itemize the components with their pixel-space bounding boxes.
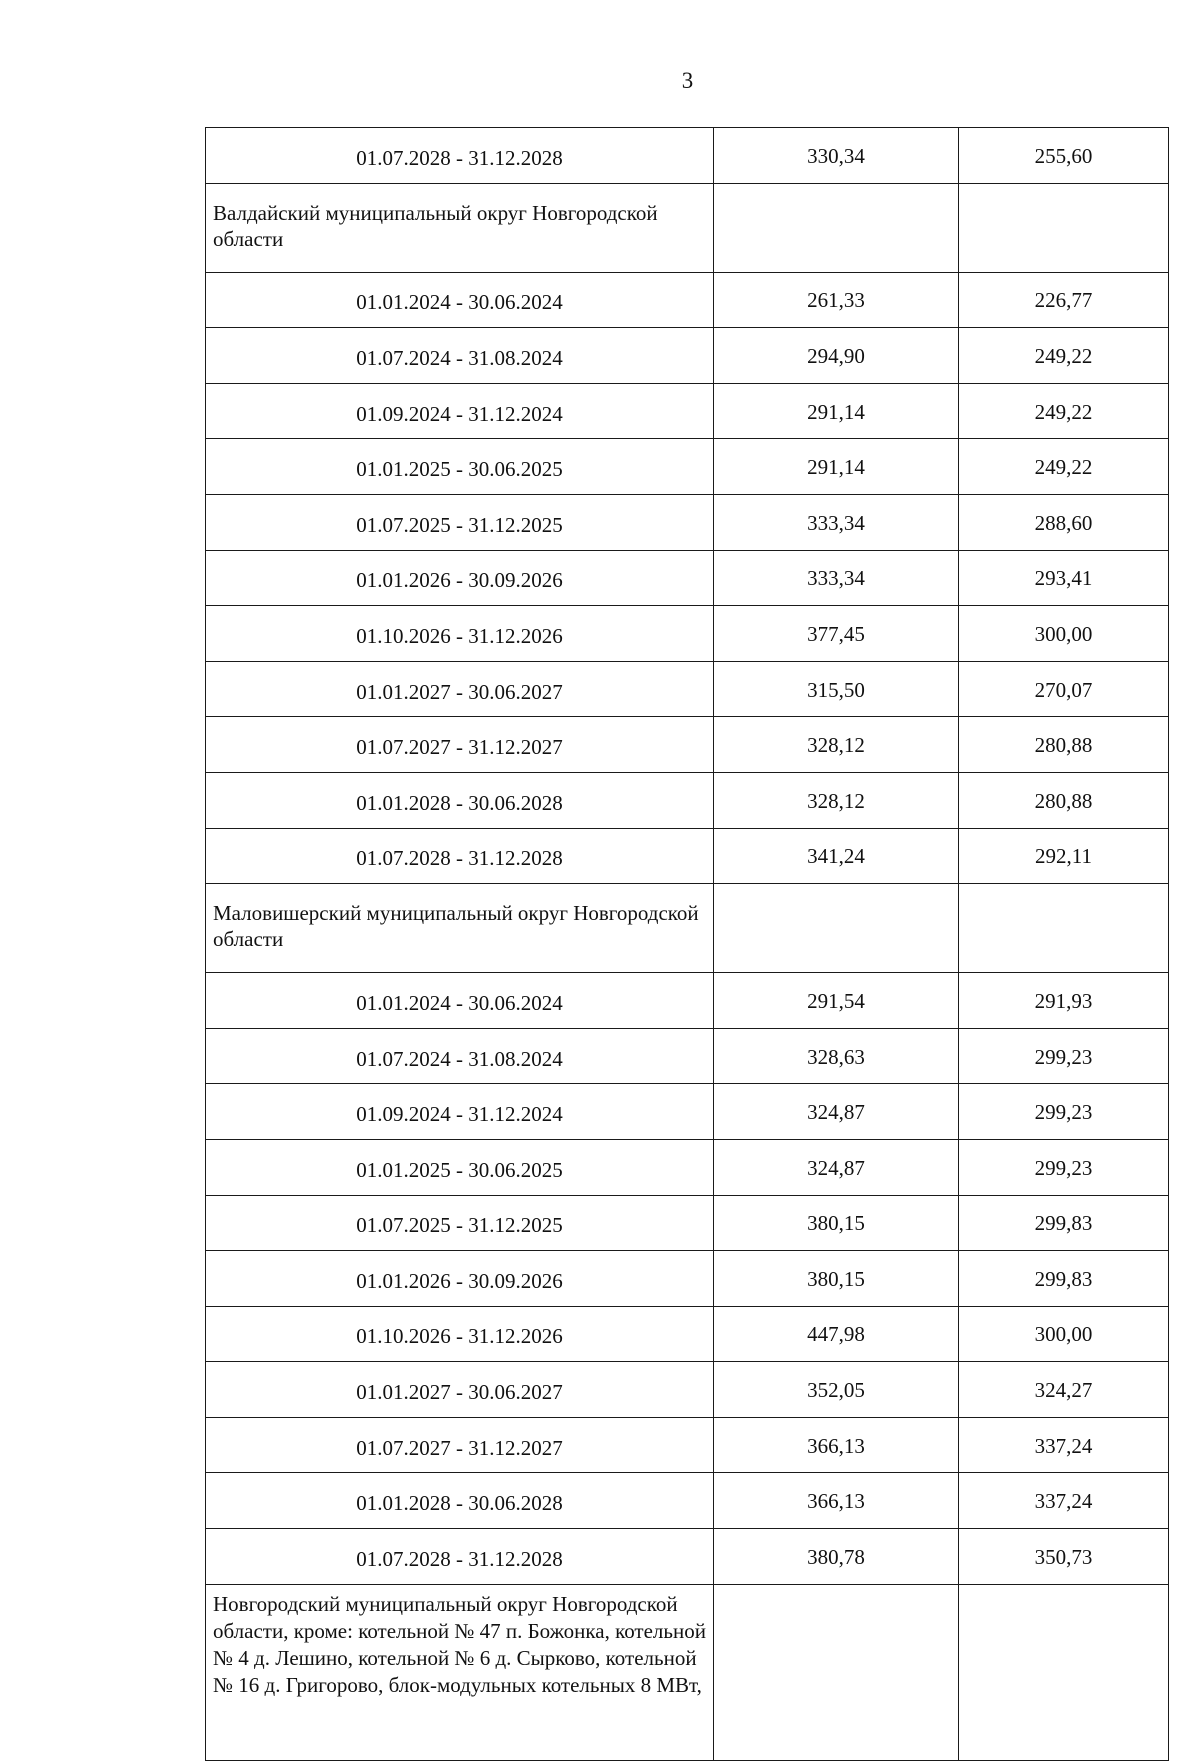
district-heading-row bbox=[206, 1584, 1169, 1760]
table-row bbox=[206, 828, 1169, 884]
tariff-value-cell: 324,87 bbox=[714, 1139, 959, 1195]
tariff-value-cell: 293,41 bbox=[959, 550, 1169, 606]
period-cell: 01.09.2024 - 31.12.2024 bbox=[206, 1084, 714, 1140]
table-row bbox=[206, 1139, 1169, 1195]
period-cell: 01.10.2026 - 31.12.2026 bbox=[206, 1306, 714, 1362]
tariff-value-cell: 350,73 bbox=[959, 1529, 1169, 1585]
tariff-value-cell: 280,88 bbox=[959, 772, 1169, 828]
district-name-cell: Маловишерский муниципальный округ Новгородской области bbox=[206, 884, 714, 973]
table-row bbox=[206, 1473, 1169, 1529]
tariff-value-cell: 300,00 bbox=[959, 1306, 1169, 1362]
tariff-value-cell: 270,07 bbox=[959, 661, 1169, 717]
tariff-value-cell: 291,93 bbox=[959, 973, 1169, 1029]
period-cell: 01.07.2025 - 31.12.2025 bbox=[206, 494, 714, 550]
tariff-value-cell: 249,22 bbox=[959, 439, 1169, 495]
period-cell: 01.01.2025 - 30.06.2025 bbox=[206, 1139, 714, 1195]
tariff-value-cell: 337,24 bbox=[959, 1473, 1169, 1529]
table-row bbox=[206, 717, 1169, 773]
table-row bbox=[206, 661, 1169, 717]
table-row bbox=[206, 1306, 1169, 1362]
empty-cell bbox=[959, 183, 1169, 272]
period-cell: 01.07.2028 - 31.12.2028 bbox=[206, 128, 714, 184]
tariff-value-cell: 291,54 bbox=[714, 973, 959, 1029]
table-row bbox=[206, 494, 1169, 550]
tariff-value-cell: 366,13 bbox=[714, 1473, 959, 1529]
empty-cell bbox=[714, 183, 959, 272]
tariff-value-cell: 261,33 bbox=[714, 272, 959, 328]
table-row bbox=[206, 973, 1169, 1029]
tariff-value-cell: 291,14 bbox=[714, 383, 959, 439]
tariff-value-cell: 324,27 bbox=[959, 1362, 1169, 1418]
period-cell: 01.07.2027 - 31.12.2027 bbox=[206, 1417, 714, 1473]
table-row bbox=[206, 1084, 1169, 1140]
tariff-value-cell: 288,60 bbox=[959, 494, 1169, 550]
table-row bbox=[206, 1028, 1169, 1084]
table-row bbox=[206, 1529, 1169, 1585]
table-row bbox=[206, 1195, 1169, 1251]
tariff-value-cell: 328,12 bbox=[714, 717, 959, 773]
tariff-value-cell: 300,00 bbox=[959, 606, 1169, 662]
tariff-value-cell: 366,13 bbox=[714, 1417, 959, 1473]
tariff-value-cell: 294,90 bbox=[714, 328, 959, 384]
tariff-value-cell: 380,15 bbox=[714, 1195, 959, 1251]
table-row bbox=[206, 1362, 1169, 1418]
district-heading-row bbox=[206, 183, 1169, 272]
empty-cell bbox=[714, 1584, 959, 1760]
tariff-value-cell: 352,05 bbox=[714, 1362, 959, 1418]
table-row bbox=[206, 550, 1169, 606]
table-row bbox=[206, 383, 1169, 439]
tariff-value-cell: 328,12 bbox=[714, 772, 959, 828]
period-cell: 01.01.2026 - 30.09.2026 bbox=[206, 1251, 714, 1307]
table-row bbox=[206, 272, 1169, 328]
table-row bbox=[206, 439, 1169, 495]
period-cell: 01.07.2024 - 31.08.2024 bbox=[206, 1028, 714, 1084]
period-cell: 01.10.2026 - 31.12.2026 bbox=[206, 606, 714, 662]
table-row bbox=[206, 128, 1169, 184]
period-cell: 01.07.2024 - 31.08.2024 bbox=[206, 328, 714, 384]
district-name-cell: Валдайский муниципальный округ Новгородской области bbox=[206, 183, 714, 272]
tariff-value-cell: 299,83 bbox=[959, 1251, 1169, 1307]
tariff-table bbox=[205, 127, 1169, 1761]
period-cell: 01.01.2024 - 30.06.2024 bbox=[206, 973, 714, 1029]
period-cell: 01.01.2028 - 30.06.2028 bbox=[206, 772, 714, 828]
tariff-value-cell: 328,63 bbox=[714, 1028, 959, 1084]
tariff-value-cell: 377,45 bbox=[714, 606, 959, 662]
tariff-value-cell: 337,24 bbox=[959, 1417, 1169, 1473]
tariff-value-cell: 341,24 bbox=[714, 828, 959, 884]
table-row bbox=[206, 1251, 1169, 1307]
tariff-value-cell: 299,23 bbox=[959, 1028, 1169, 1084]
tariff-value-cell: 315,50 bbox=[714, 661, 959, 717]
empty-cell bbox=[714, 884, 959, 973]
period-cell: 01.01.2024 - 30.06.2024 bbox=[206, 272, 714, 328]
tariff-value-cell: 330,34 bbox=[714, 128, 959, 184]
tariff-value-cell: 291,14 bbox=[714, 439, 959, 495]
period-cell: 01.01.2027 - 30.06.2027 bbox=[206, 1362, 714, 1418]
district-heading-row bbox=[206, 884, 1169, 973]
tariff-value-cell: 249,22 bbox=[959, 383, 1169, 439]
tariff-value-cell: 333,34 bbox=[714, 494, 959, 550]
tariff-value-cell: 292,11 bbox=[959, 828, 1169, 884]
period-cell: 01.01.2025 - 30.06.2025 bbox=[206, 439, 714, 495]
empty-cell bbox=[959, 1584, 1169, 1760]
tariff-value-cell: 226,77 bbox=[959, 272, 1169, 328]
tariff-value-cell: 447,98 bbox=[714, 1306, 959, 1362]
tariff-value-cell: 255,60 bbox=[959, 128, 1169, 184]
table-row bbox=[206, 328, 1169, 384]
tariff-value-cell: 333,34 bbox=[714, 550, 959, 606]
tariff-value-cell: 280,88 bbox=[959, 717, 1169, 773]
tariff-value-cell: 249,22 bbox=[959, 328, 1169, 384]
period-cell: 01.07.2025 - 31.12.2025 bbox=[206, 1195, 714, 1251]
tariff-value-cell: 380,15 bbox=[714, 1251, 959, 1307]
tariff-value-cell: 299,83 bbox=[959, 1195, 1169, 1251]
table-row bbox=[206, 606, 1169, 662]
tariff-value-cell: 324,87 bbox=[714, 1084, 959, 1140]
period-cell: 01.07.2027 - 31.12.2027 bbox=[206, 717, 714, 773]
tariff-value-cell: 380,78 bbox=[714, 1529, 959, 1585]
period-cell: 01.07.2028 - 31.12.2028 bbox=[206, 828, 714, 884]
period-cell: 01.01.2026 - 30.09.2026 bbox=[206, 550, 714, 606]
page-number: 3 bbox=[681, 68, 694, 93]
period-cell: 01.07.2028 - 31.12.2028 bbox=[206, 1529, 714, 1585]
period-cell: 01.01.2028 - 30.06.2028 bbox=[206, 1473, 714, 1529]
district-name-cell: Новгородский муниципальный округ Новгородской области, кроме: котельной № 47 п. Божонка, котельной № 4 д. Лешино, котельной № 6 д. Сырково, котельной № 16 д. Григорово, блок-модульных котельных 8 МВт, bbox=[206, 1584, 714, 1760]
table-row bbox=[206, 772, 1169, 828]
period-cell: 01.01.2027 - 30.06.2027 bbox=[206, 661, 714, 717]
period-cell: 01.09.2024 - 31.12.2024 bbox=[206, 383, 714, 439]
tariff-value-cell: 299,23 bbox=[959, 1139, 1169, 1195]
empty-cell bbox=[959, 884, 1169, 973]
table-row bbox=[206, 1417, 1169, 1473]
table-body bbox=[206, 128, 1169, 1761]
tariff-value-cell: 299,23 bbox=[959, 1084, 1169, 1140]
